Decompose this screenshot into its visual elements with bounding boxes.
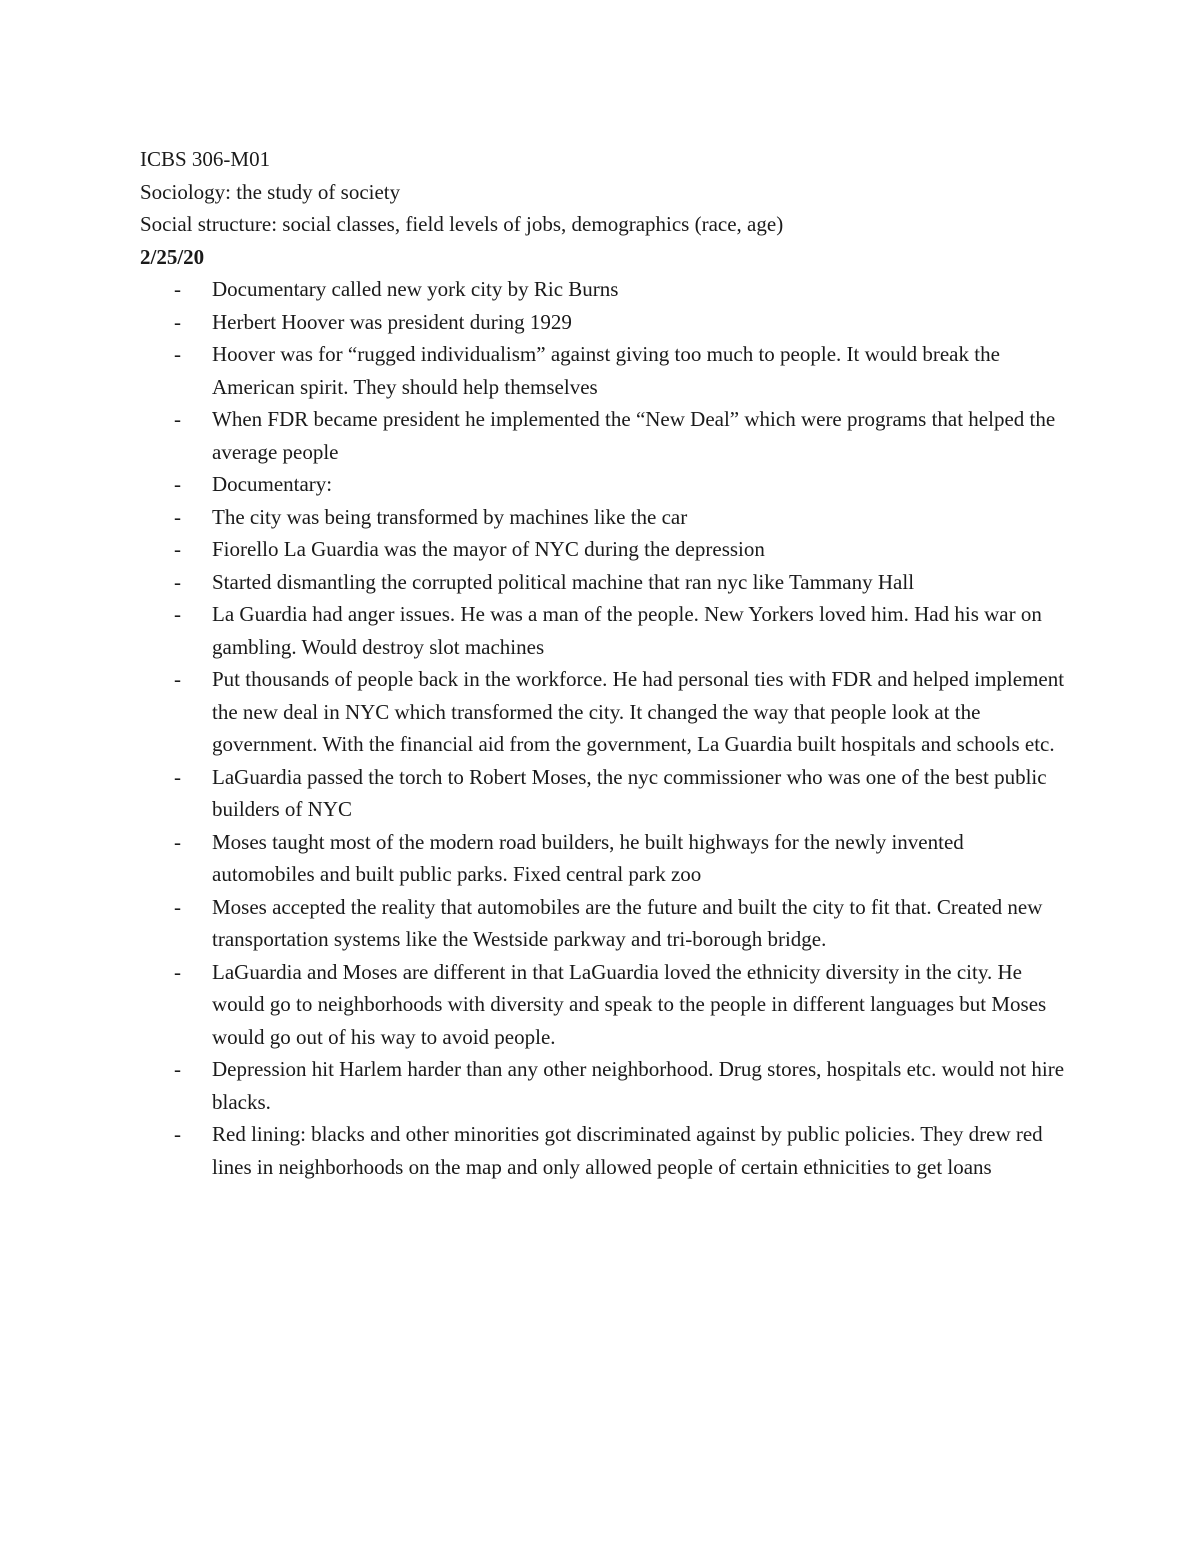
bullet-dash: - bbox=[174, 342, 181, 366]
bullet-dash: - bbox=[174, 569, 181, 594]
note-text: Fiorello La Guardia was the mayor of NYC during the depression bbox=[212, 537, 765, 561]
note-item bbox=[140, 338, 1070, 403]
note-text: Moses accepted the reality that automobiles are the future and built the city to fit that. Created new transportation systems like the Westside parkway and tri-borough bridge. bbox=[212, 894, 1043, 951]
document-body bbox=[140, 143, 1070, 1183]
note-text: When FDR became president he implemented the “New Deal” which were programs that helped the average people bbox=[212, 407, 1056, 464]
note-item bbox=[140, 468, 1070, 501]
note-text: Put thousands of people back in the workforce. He had personal ties with FDR and helped implement the new deal in NYC which transformed the city. It changed the way that people look at the government. With the financial aid from the government, La Guardia built hospitals and schools etc. bbox=[212, 667, 1065, 756]
note-text: The city was being transformed by machines like the car bbox=[212, 504, 688, 529]
note-item bbox=[140, 1053, 1070, 1118]
lecture-date: 2/25/20 bbox=[140, 244, 205, 269]
note-text: Red lining: blacks and other minorities got discriminated against by public policies. They drew red lines in neighborhoods on the map and only allowed people of certain ethnicities to get loans bbox=[212, 1122, 1043, 1179]
bullet-dash: - bbox=[174, 504, 181, 529]
bullet-dash: - bbox=[174, 407, 181, 431]
note-text: La Guardia had anger issues. He was a man of the people. New Yorkers loved him. Had his war on gambling. Would destroy slot machines bbox=[212, 602, 1042, 659]
notes-list bbox=[140, 273, 1070, 1183]
bullet-dash: - bbox=[174, 277, 181, 301]
note-item bbox=[140, 273, 1070, 306]
note-text: Herbert Hoover was president during 1929 bbox=[212, 309, 572, 334]
bullet-dash: - bbox=[174, 764, 181, 789]
social-structure-definition: Social structure: social classes, field levels of jobs, demographics (race, age) bbox=[140, 212, 784, 236]
note-item bbox=[140, 306, 1070, 339]
bullet-dash: - bbox=[174, 472, 181, 496]
note-text: Started dismantling the corrupted political machine that ran nyc like Tammany Hall bbox=[212, 569, 915, 594]
note-item bbox=[140, 533, 1070, 566]
note-text: Hoover was for “rugged individualism” against giving too much to people. It would break the American spirit. They should help themselves bbox=[212, 342, 1000, 399]
note-text: Moses taught most of the modern road builders, he built highways for the newly invented automobiles and built public parks. Fixed central park zoo bbox=[212, 829, 964, 886]
bullet-dash: - bbox=[174, 959, 181, 984]
note-item bbox=[140, 891, 1070, 956]
note-item bbox=[140, 403, 1070, 468]
bullet-dash: - bbox=[174, 1057, 181, 1081]
bullet-dash: - bbox=[174, 537, 181, 561]
bullet-dash: - bbox=[174, 602, 181, 626]
note-item bbox=[140, 761, 1070, 826]
note-item bbox=[140, 598, 1070, 663]
sociology-definition: Sociology: the study of society bbox=[140, 179, 401, 204]
bullet-dash: - bbox=[174, 667, 181, 691]
course-code: ICBS 306-M01 bbox=[140, 147, 271, 171]
bullet-dash: - bbox=[174, 829, 181, 854]
bullet-dash: - bbox=[174, 309, 181, 334]
note-text: Documentary: bbox=[212, 472, 333, 496]
note-text: LaGuardia and Moses are different in that LaGuardia loved the ethnicity diversity in the city. He would go to neighborhoods with diversity and speak to the people in different languages but Moses would go out of his way to avoid people. bbox=[212, 959, 1047, 1049]
note-item bbox=[140, 826, 1070, 891]
bullet-dash: - bbox=[174, 1122, 181, 1146]
note-item bbox=[140, 566, 1070, 599]
note-item bbox=[140, 663, 1070, 761]
note-text: Depression hit Harlem harder than any other neighborhood. Drug stores, hospitals etc. would not hire blacks. bbox=[212, 1057, 1065, 1114]
note-item bbox=[140, 501, 1070, 534]
bullet-dash: - bbox=[174, 894, 181, 919]
note-item bbox=[140, 956, 1070, 1054]
note-item bbox=[140, 1118, 1070, 1183]
note-text: LaGuardia passed the torch to Robert Moses, the nyc commissioner who was one of the best public builders of NYC bbox=[212, 764, 1047, 821]
note-text: Documentary called new york city by Ric Burns bbox=[212, 277, 619, 301]
